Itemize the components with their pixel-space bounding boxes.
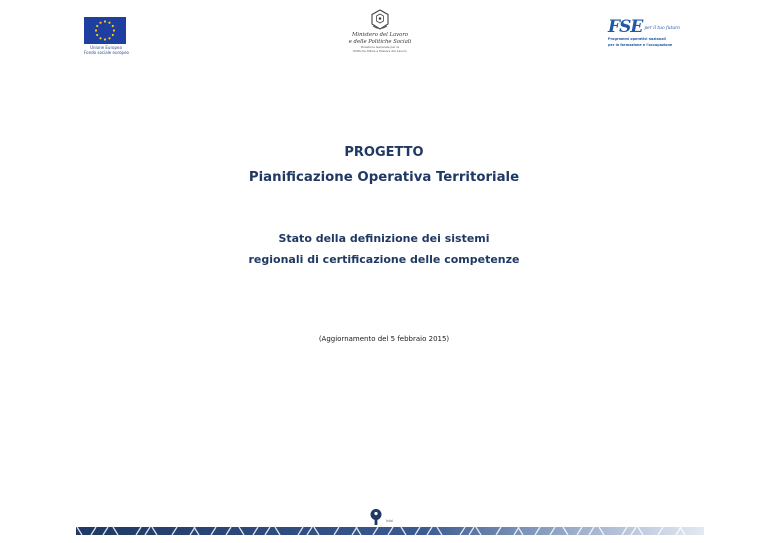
eu-stars xyxy=(84,17,126,44)
eu-logo xyxy=(84,17,128,55)
fse-mark: FSE xyxy=(608,17,643,37)
eu-caption-line1: Unione Europea xyxy=(90,45,122,50)
footer-label: Isfol xyxy=(386,519,394,523)
eu-star xyxy=(104,20,106,22)
ministry-sub-line2: Politiche Attive e Passive del Lavoro xyxy=(353,49,407,54)
ministry-sub-line1: Direzione Generale per le xyxy=(360,45,400,49)
eu-star xyxy=(99,22,101,24)
isfol-logo-icon xyxy=(368,508,384,526)
eu-star xyxy=(112,25,114,27)
italian-emblem-icon xyxy=(370,9,390,31)
document-subtitle-line1: Stato della definizione dei sistemi xyxy=(278,232,490,245)
eu-star xyxy=(96,34,98,36)
eu-star xyxy=(99,37,101,39)
fse-logo xyxy=(608,17,680,47)
document-title-line2: Pianificazione Operativa Territoriale xyxy=(248,170,520,185)
eu-star xyxy=(113,29,115,31)
ministry-logo xyxy=(348,9,412,54)
ministry-title-line2: e delle Politiche Sociali xyxy=(348,39,412,45)
eu-star xyxy=(108,37,110,39)
document-title-line1: PROGETTO xyxy=(344,145,424,160)
update-note: (Aggiornamento del 5 febbraio 2015) xyxy=(318,335,450,343)
eu-star xyxy=(112,34,114,36)
footer-decorative-band xyxy=(76,527,704,535)
fse-sub-line1: Programmi operativi nazionali xyxy=(608,37,666,41)
document-subtitle-line2: regionali di certificazione delle competenze xyxy=(248,253,520,266)
eu-star xyxy=(108,22,110,24)
eu-star xyxy=(95,29,97,31)
fse-sub-line2: per la formazione e l'occupazione xyxy=(608,43,673,47)
eu-star xyxy=(104,38,106,40)
eu-caption-line2: Fondo sociale europeo xyxy=(84,49,129,55)
ministry-title-line1: Ministero del Lavoro xyxy=(351,32,409,38)
eu-star xyxy=(96,25,98,27)
eu-flag-icon xyxy=(84,17,126,44)
fse-tagline: per il tuo futuro xyxy=(644,26,680,31)
eu-caption xyxy=(84,46,128,55)
